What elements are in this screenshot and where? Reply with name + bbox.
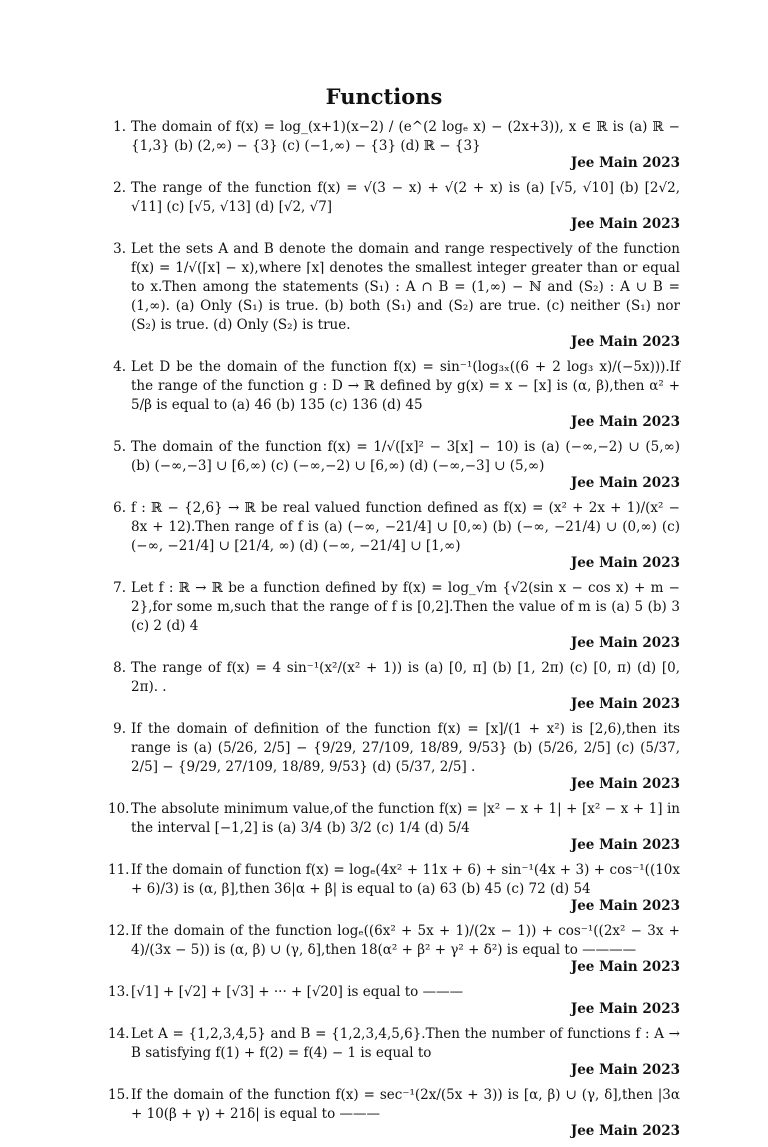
- problem-source: Jee Main 2023: [570, 696, 680, 712]
- problem-source: Jee Main 2023: [570, 555, 680, 571]
- problem-source: Jee Main 2023: [570, 414, 680, 430]
- problem-source: Jee Main 2023: [570, 959, 680, 975]
- problem-statement: Let D be the domain of the function f(x) = sin⁻¹(log₃ₓ((6 + 2 log₃ x)/(−5x))).If the range of the function g : D → ℝ defined by g(x) = x − [x] is (α, β),then α² + 5/β is equal to (a) 46 (b) 135 (c) 136 (d) 45: [131, 359, 680, 413]
- problem-item: [108, 179, 680, 232]
- problem-item: [108, 983, 680, 1017]
- problem-statement: Let A = {1,2,3,4,5} and B = {1,2,3,4,5,6}.Then the number of functions f : A → B satisfying f(1) + f(2) = f(4) − 1 is equal to: [131, 1026, 680, 1061]
- problem-item: [108, 579, 680, 651]
- problem-item: [108, 922, 680, 975]
- problem-number: 9.: [113, 721, 126, 737]
- problem-number: 7.: [113, 580, 126, 596]
- problem-item: [108, 358, 680, 430]
- problem-source: Jee Main 2023: [570, 1123, 680, 1139]
- problem-source: Jee Main 2023: [570, 475, 680, 491]
- problem-number: 12.: [108, 923, 130, 939]
- problem-item: [108, 240, 680, 350]
- problem-number: 14.: [108, 1026, 130, 1042]
- problem-item: [108, 499, 680, 571]
- problem-number: 3.: [113, 241, 126, 257]
- problem-statement: f : ℝ − {2,6} → ℝ be real valued function defined as f(x) = (x² + 2x + 1)/(x² − 8x + 12).Then range of f is (a) (−∞, −21/4] ∪ [0,∞) (b) (−∞, −21/4) ∪ (0,∞) (c) (−∞, −21/4] ∪ [21/4, ∞) (d) (−∞, −21/4] ∪ [1,∞): [131, 500, 680, 554]
- problem-item: [108, 861, 680, 914]
- problem-item: [108, 118, 680, 171]
- problem-item: [108, 1025, 680, 1078]
- problem-list: [108, 118, 680, 1147]
- problem-source: Jee Main 2023: [570, 1001, 680, 1017]
- problem-item: [108, 1086, 680, 1139]
- problem-statement: If the domain of the function f(x) = sec⁻¹(2x/(5x + 3)) is [α, β) ∪ (γ, δ],then |3α + 10(β + γ) + 21δ| is equal to ———: [131, 1087, 680, 1122]
- problem-source: Jee Main 2023: [570, 334, 680, 350]
- problem-item: [108, 800, 680, 853]
- problem-statement: The absolute minimum value,of the function f(x) = |x² − x + 1| + [x² − x + 1] in the interval [−1,2] is (a) 3/4 (b) 3/2 (c) 1/4 (d) 5/4: [131, 801, 680, 836]
- problem-item: [108, 720, 680, 792]
- problem-statement: The domain of f(x) = log_(x+1)(x−2) / (e^(2 logₑ x) − (2x+3)), x ∈ ℝ is (a) ℝ − {1,3} (b) (2,∞) − {3} (c) (−1,∞) − {3} (d) ℝ − {3}: [131, 119, 680, 154]
- problem-statement: If the domain of function f(x) = logₑ(4x² + 11x + 6) + sin⁻¹(4x + 3) + cos⁻¹((10x + 6)/3) is (α, β],then 36|α + β| is equal to (a) 63 (b) 45 (c) 72 (d) 54: [131, 862, 680, 897]
- problem-number: 5.: [113, 439, 126, 455]
- problem-statement: Let f : ℝ → ℝ be a function defined by f(x) = log_√m {√2(sin x − cos x) + m − 2},for some m,such that the range of f is [0,2].Then the value of m is (a) 5 (b) 3 (c) 2 (d) 4: [131, 580, 680, 634]
- problem-item: [108, 659, 680, 712]
- problem-number: 1.: [113, 119, 126, 135]
- problem-statement: If the domain of definition of the function f(x) = [x]/(1 + x²) is [2,6),then its range is (a) (5/26, 2/5] − {9/29, 27/109, 18/89, 9/53} (b) (5/26, 2/5] (c) (5/37, 2/5] − {9/29, 27/109, 18/89, 9/53} (d) (5/37, 2/5] .: [131, 721, 680, 775]
- problem-number: 8.: [113, 660, 126, 676]
- problem-statement: The range of the function f(x) = √(3 − x) + √(2 + x) is (a) [√5, √10] (b) [2√2, √11] (c) [√5, √13] (d) [√2, √7]: [131, 180, 680, 215]
- problem-number: 13.: [108, 984, 130, 1000]
- problem-number: 15.: [108, 1087, 130, 1103]
- problem-source: Jee Main 2023: [570, 216, 680, 232]
- problem-statement: If the domain of the function logₑ((6x² + 5x + 1)/(2x − 1)) + cos⁻¹((2x² − 3x + 4)/(3x − 5)) is (α, β) ∪ (γ, δ],then 18(α² + β² + γ² + δ²) is equal to ————: [131, 923, 680, 958]
- problem-source: Jee Main 2023: [570, 898, 680, 914]
- problem-source: Jee Main 2023: [570, 155, 680, 171]
- problem-number: 4.: [113, 359, 126, 375]
- problem-number: 10.: [108, 801, 130, 817]
- problem-number: 2.: [113, 180, 126, 196]
- problem-source: Jee Main 2023: [570, 1062, 680, 1078]
- problem-number: 6.: [113, 500, 126, 516]
- problem-statement: [√1] + [√2] + [√3] + ··· + [√20] is equal to ———: [131, 984, 464, 1000]
- problem-source: Jee Main 2023: [570, 776, 680, 792]
- problem-statement: The domain of the function f(x) = 1/√([x]² − 3[x] − 10) is (a) (−∞,−2) ∪ (5,∞) (b) (−∞,−3] ∪ [6,∞) (c) (−∞,−2) ∪ [6,∞) (d) (−∞,−3] ∪ (5,∞): [131, 439, 680, 474]
- page-title: Functions: [325, 84, 443, 109]
- problem-number: 11.: [108, 862, 130, 878]
- problem-source: Jee Main 2023: [570, 635, 680, 651]
- problem-item: [108, 438, 680, 491]
- problem-statement: Let the sets A and B denote the domain and range respectively of the function f(x) = 1/√(⌈x⌉ − x),where ⌈x⌉ denotes the smallest integer greater than or equal to x.Then among the statements (S₁) : A ∩ B = (1,∞) − ℕ and (S₂) : A ∪ B = (1,∞). (a) Only (S₁) is true. (b) both (S₁) and (S₂) are true. (c) neither (S₁) nor (S₂) is true. (d) Only (S₂) is true.: [131, 241, 680, 333]
- problem-statement: The range of f(x) = 4 sin⁻¹(x²/(x² + 1)) is (a) [0, π] (b) [1, 2π) (c) [0, π) (d) [0, 2π). .: [131, 660, 680, 695]
- problem-source: Jee Main 2023: [570, 837, 680, 853]
